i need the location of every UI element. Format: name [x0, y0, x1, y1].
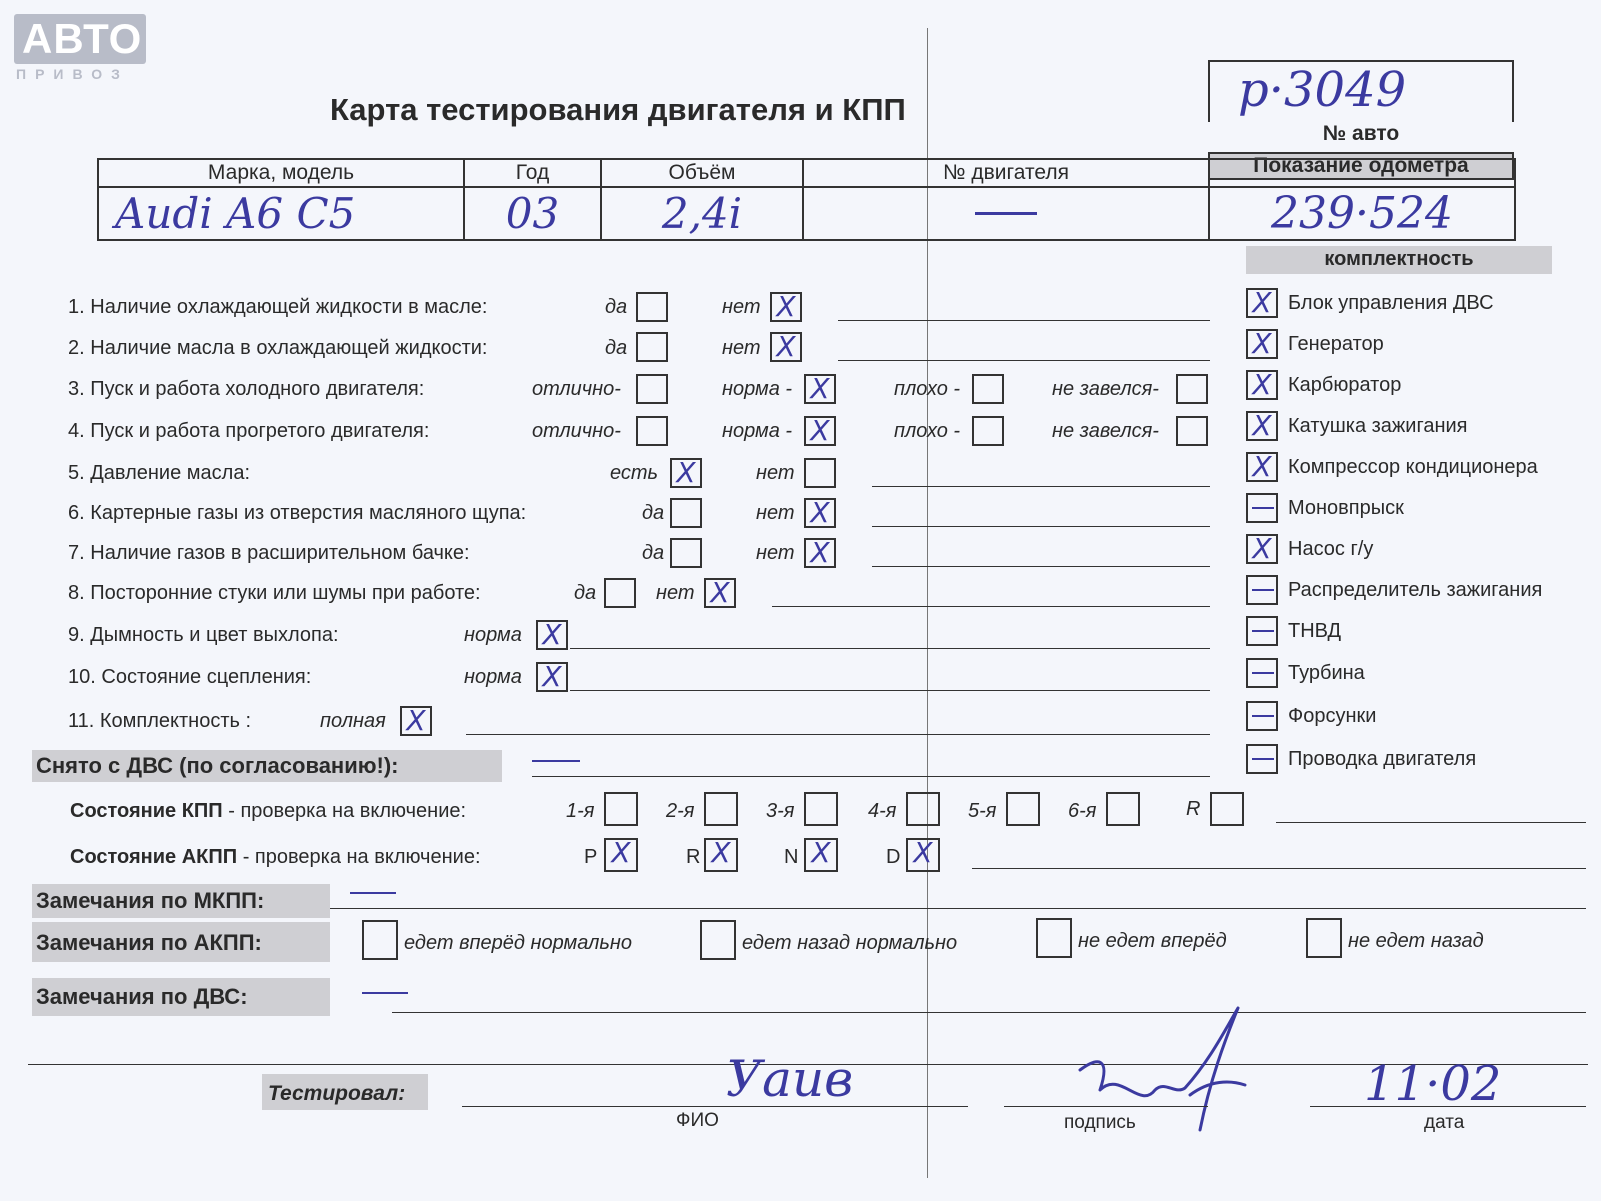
auto-number-box	[1208, 60, 1514, 122]
odometer-cell	[1209, 159, 1515, 187]
check-mark: X	[810, 414, 830, 447]
check-mark: X	[811, 836, 831, 869]
gear-label: 4-я	[868, 800, 897, 822]
notes-line	[1276, 822, 1586, 823]
notes-line	[772, 606, 1210, 607]
checkbox-checked[interactable]	[804, 416, 836, 446]
option-label: норма -	[722, 420, 793, 442]
mode-label: D	[886, 846, 901, 868]
akpp-remark-checkbox[interactable]	[700, 920, 736, 960]
option-label: отлично-	[532, 378, 621, 400]
option-label: нет	[656, 582, 695, 604]
checkbox-checked[interactable]	[704, 578, 736, 608]
gear-label: R	[1186, 798, 1201, 820]
question-number: 3.	[68, 378, 85, 400]
check-mark: X	[676, 456, 696, 489]
gear-checkbox[interactable]	[1106, 792, 1140, 826]
check-mark: X	[810, 536, 830, 569]
dash-mark	[1252, 507, 1274, 509]
checkbox-checked[interactable]	[1246, 534, 1278, 564]
notes-line	[872, 566, 1210, 567]
notes-line	[838, 320, 1210, 321]
model-value: Audi A6 C5	[115, 189, 356, 238]
checkbox[interactable]	[636, 374, 668, 404]
option-label: норма -	[722, 378, 793, 400]
check-mark: X	[1252, 368, 1272, 401]
check-mark: X	[542, 660, 562, 693]
check-mark: X	[406, 704, 426, 737]
completeness-item: Карбюратор	[1288, 374, 1402, 396]
checkbox[interactable]	[604, 578, 636, 608]
checkbox[interactable]	[1176, 416, 1208, 446]
completeness-item: Форсунки	[1288, 705, 1377, 727]
gear-label: 2-я	[666, 800, 695, 822]
mode-checkbox-checked[interactable]	[804, 838, 838, 872]
question-text: Дымность и цвет выхлопа:	[90, 624, 339, 646]
checkbox-checked[interactable]	[804, 498, 836, 528]
option-label: отлично-	[532, 420, 621, 442]
completeness-item: ТНВД	[1288, 620, 1342, 642]
dash-mark	[1252, 589, 1274, 591]
checkbox-dash[interactable]	[1246, 493, 1278, 523]
gear-checkbox[interactable]	[1210, 792, 1244, 826]
fio-label: ФИО	[676, 1110, 719, 1131]
notes-line	[532, 776, 1210, 777]
question-number: 1.	[68, 296, 85, 318]
remarks-dvs-dash	[362, 992, 408, 994]
check-mark: X	[542, 618, 562, 651]
akpp-remark-checkbox[interactable]	[362, 920, 398, 960]
completeness-item: Проводка двигателя	[1288, 748, 1477, 770]
auto-number-value: p·3049	[1238, 62, 1407, 118]
option-label: норма	[464, 666, 522, 688]
checkbox-checked[interactable]	[1246, 288, 1278, 318]
checkbox-checked[interactable]	[804, 538, 836, 568]
removed-dash	[532, 760, 580, 762]
model-label: Марка, модель	[98, 159, 464, 187]
checkbox-checked[interactable]	[804, 374, 836, 404]
akpp-remark-option: не едет вперёд	[1078, 930, 1227, 952]
checkbox-checked[interactable]	[536, 662, 568, 692]
gear-label: 3-я	[766, 800, 795, 822]
checkbox[interactable]	[670, 498, 702, 528]
check-mark: X	[1252, 286, 1272, 319]
mode-checkbox-checked[interactable]	[604, 838, 638, 872]
year-label: Год	[464, 159, 601, 187]
check-mark: X	[913, 836, 933, 869]
completeness-item: Катушка зажигания	[1288, 415, 1468, 437]
completeness-item: Блок управления ДВС	[1288, 292, 1494, 314]
check-mark: X	[1252, 409, 1272, 442]
option-label: нет	[756, 542, 795, 564]
gear-checkbox[interactable]	[704, 792, 738, 826]
checkbox[interactable]	[636, 332, 668, 362]
check-mark: X	[1252, 450, 1272, 483]
question-text: Пуск и работа прогретого двигателя:	[90, 420, 430, 442]
gear-label: 6-я	[1068, 800, 1097, 822]
option-label: да	[605, 296, 628, 318]
checkbox[interactable]	[636, 292, 668, 322]
checkbox[interactable]	[972, 416, 1004, 446]
checkbox-checked[interactable]	[1246, 411, 1278, 441]
dash-mark	[1252, 715, 1274, 717]
mode-label: R	[686, 846, 701, 868]
checkbox-checked[interactable]	[1246, 370, 1278, 400]
option-label: не завелся-	[1052, 420, 1159, 442]
completeness-item: Моновпрыск	[1288, 497, 1404, 519]
question-number: 9.	[68, 624, 85, 646]
option-label: да	[642, 502, 665, 524]
question-number: 7.	[68, 542, 85, 564]
option-label: плохо -	[894, 420, 961, 442]
option-label: нет	[722, 296, 761, 318]
akpp-remark-option: не едет назад	[1348, 930, 1484, 952]
option-label: да	[574, 582, 597, 604]
question-text: Картерные газы из отверстия масляного щупа:	[90, 502, 527, 524]
year-value: 03	[505, 189, 560, 238]
vehicle-table	[97, 158, 1516, 241]
checkbox-checked[interactable]	[670, 458, 702, 488]
notes-line	[872, 486, 1210, 487]
question-text: Наличие газов в расширительном бачке:	[90, 542, 470, 564]
option-label: полная	[320, 710, 386, 732]
completeness-item: Насос г/у	[1288, 538, 1374, 560]
question-text: Наличие масла в охлаждающей жидкости:	[90, 337, 488, 359]
notes-line	[570, 690, 1210, 691]
completeness-item: Турбина	[1288, 662, 1365, 684]
notes-line	[972, 868, 1586, 869]
question-number: 8.	[68, 582, 85, 604]
dash-mark	[1252, 758, 1274, 760]
kpp-label-bold: Состояние КПП	[70, 800, 223, 822]
removed-label: Снято с ДВС (по согласованию!):	[36, 753, 399, 778]
sign-label: подпись	[1064, 1112, 1136, 1133]
fio-value: Уаив	[726, 1050, 854, 1108]
check-mark: X	[711, 836, 731, 869]
logo-main: АВТО	[22, 15, 143, 62]
gear-label: 1-я	[566, 800, 595, 822]
checkbox-checked[interactable]	[770, 292, 802, 322]
option-label: да	[642, 542, 665, 564]
option-label: есть	[610, 462, 659, 484]
mode-checkbox-checked[interactable]	[906, 838, 940, 872]
akpp-remark-option: едет назад нормально	[742, 932, 958, 954]
checkbox[interactable]	[636, 416, 668, 446]
completeness-title: комплектность	[1324, 248, 1474, 270]
remarks-mkpp-dash	[350, 892, 396, 894]
date-line	[1310, 1106, 1586, 1107]
checkbox-dash[interactable]	[1246, 701, 1278, 731]
mode-label: N	[784, 846, 799, 868]
notes-line	[838, 360, 1210, 361]
check-mark: X	[710, 576, 730, 609]
gear-checkbox[interactable]	[906, 792, 940, 826]
completeness-item: Компрессор кондиционера	[1288, 456, 1538, 478]
check-mark: X	[1252, 327, 1272, 360]
notes-line	[330, 908, 1586, 909]
check-mark: X	[810, 372, 830, 405]
akpp-remark-checkbox[interactable]	[1306, 918, 1342, 958]
check-mark: X	[611, 836, 631, 869]
option-label: нет	[722, 337, 761, 359]
dash-mark	[1252, 630, 1274, 632]
checkbox[interactable]	[1176, 374, 1208, 404]
check-mark: X	[810, 496, 830, 529]
notes-line	[872, 526, 1210, 527]
mode-label: P	[584, 846, 598, 868]
gear-checkbox[interactable]	[604, 792, 638, 826]
akpp-remark-option: едет вперёд нормально	[404, 932, 633, 954]
akpp-label-rest: - проверка на включение:	[237, 846, 481, 868]
question-number: 11.	[68, 710, 95, 732]
kpp-label-rest: - проверка на включение:	[222, 800, 467, 822]
checkbox-dash[interactable]	[1246, 658, 1278, 688]
odometer-label: Показание одометра	[1253, 154, 1469, 177]
notes-line	[392, 1012, 1586, 1013]
question-number: 4.	[68, 420, 85, 442]
checkbox[interactable]	[972, 374, 1004, 404]
option-label: норма	[464, 624, 522, 646]
akpp-label-bold: Состояние АКПП	[70, 846, 238, 868]
checkbox-checked[interactable]	[770, 332, 802, 362]
date-label: дата	[1424, 1112, 1465, 1133]
logo-sub: ПРИВОЗ	[16, 66, 129, 82]
option-label: нет	[756, 502, 795, 524]
checkbox[interactable]	[804, 458, 836, 488]
fio-line	[462, 1106, 968, 1107]
check-mark: X	[776, 330, 796, 363]
question-number: 2.	[68, 337, 85, 359]
question-text: Состояние сцепления:	[101, 666, 312, 688]
question-number: 5.	[68, 462, 85, 484]
remarks-akpp-label: Замечания по АКПП:	[36, 930, 262, 955]
gear-label: 5-я	[968, 800, 997, 822]
sign-line	[1004, 1106, 1208, 1107]
checkbox-checked[interactable]	[400, 706, 432, 736]
question-text: Посторонние стуки или шумы при работе:	[90, 582, 481, 604]
check-mark: X	[776, 290, 796, 323]
checkbox-dash[interactable]	[1246, 575, 1278, 605]
checkbox-checked[interactable]	[1246, 329, 1278, 359]
mode-checkbox-checked[interactable]	[704, 838, 738, 872]
completeness-item: Генератор	[1288, 333, 1384, 355]
question-number: 10.	[68, 666, 96, 688]
tested-label: Тестировал:	[268, 1082, 406, 1105]
completeness-item: Распределитель зажигания	[1288, 579, 1543, 601]
engine-dash	[975, 212, 1037, 215]
option-label: плохо -	[894, 378, 961, 400]
engine-label: № двигателя	[803, 159, 1209, 187]
volume-value: 2,4i	[661, 189, 743, 238]
logo	[14, 14, 146, 64]
question-text: Наличие охлаждающей жидкости в масле:	[90, 296, 488, 318]
option-label: не завелся-	[1052, 378, 1159, 400]
odometer-value: 239·524	[1271, 188, 1453, 239]
volume-label: Объём	[601, 159, 803, 187]
checkbox[interactable]	[670, 538, 702, 568]
check-mark: X	[1252, 532, 1272, 565]
page-title: Карта тестирования двигателя и КПП	[330, 92, 906, 127]
gear-checkbox[interactable]	[804, 792, 838, 826]
checkbox-checked[interactable]	[1246, 452, 1278, 482]
dash-mark	[1252, 672, 1274, 674]
question-number: 6.	[68, 502, 85, 524]
akpp-remark-checkbox[interactable]	[1036, 918, 1072, 958]
notes-line	[570, 648, 1210, 649]
auto-number-label: № авто	[1322, 122, 1400, 145]
option-label: нет	[756, 462, 795, 484]
checkbox-dash[interactable]	[1246, 744, 1278, 774]
option-label: да	[605, 337, 628, 359]
remarks-mkpp-label: Замечания по МКПП:	[36, 888, 265, 913]
remarks-dvs-label: Замечания по ДВС:	[36, 984, 248, 1009]
gear-checkbox[interactable]	[1006, 792, 1040, 826]
checkbox-checked[interactable]	[536, 620, 568, 650]
date-value: 11·02	[1364, 1056, 1502, 1112]
notes-line	[466, 734, 1210, 735]
checkbox-dash[interactable]	[1246, 616, 1278, 646]
question-text: Давление масла:	[90, 462, 250, 484]
question-text: Пуск и работа холодного двигателя:	[90, 378, 425, 400]
question-text: Комплектность :	[99, 710, 252, 732]
